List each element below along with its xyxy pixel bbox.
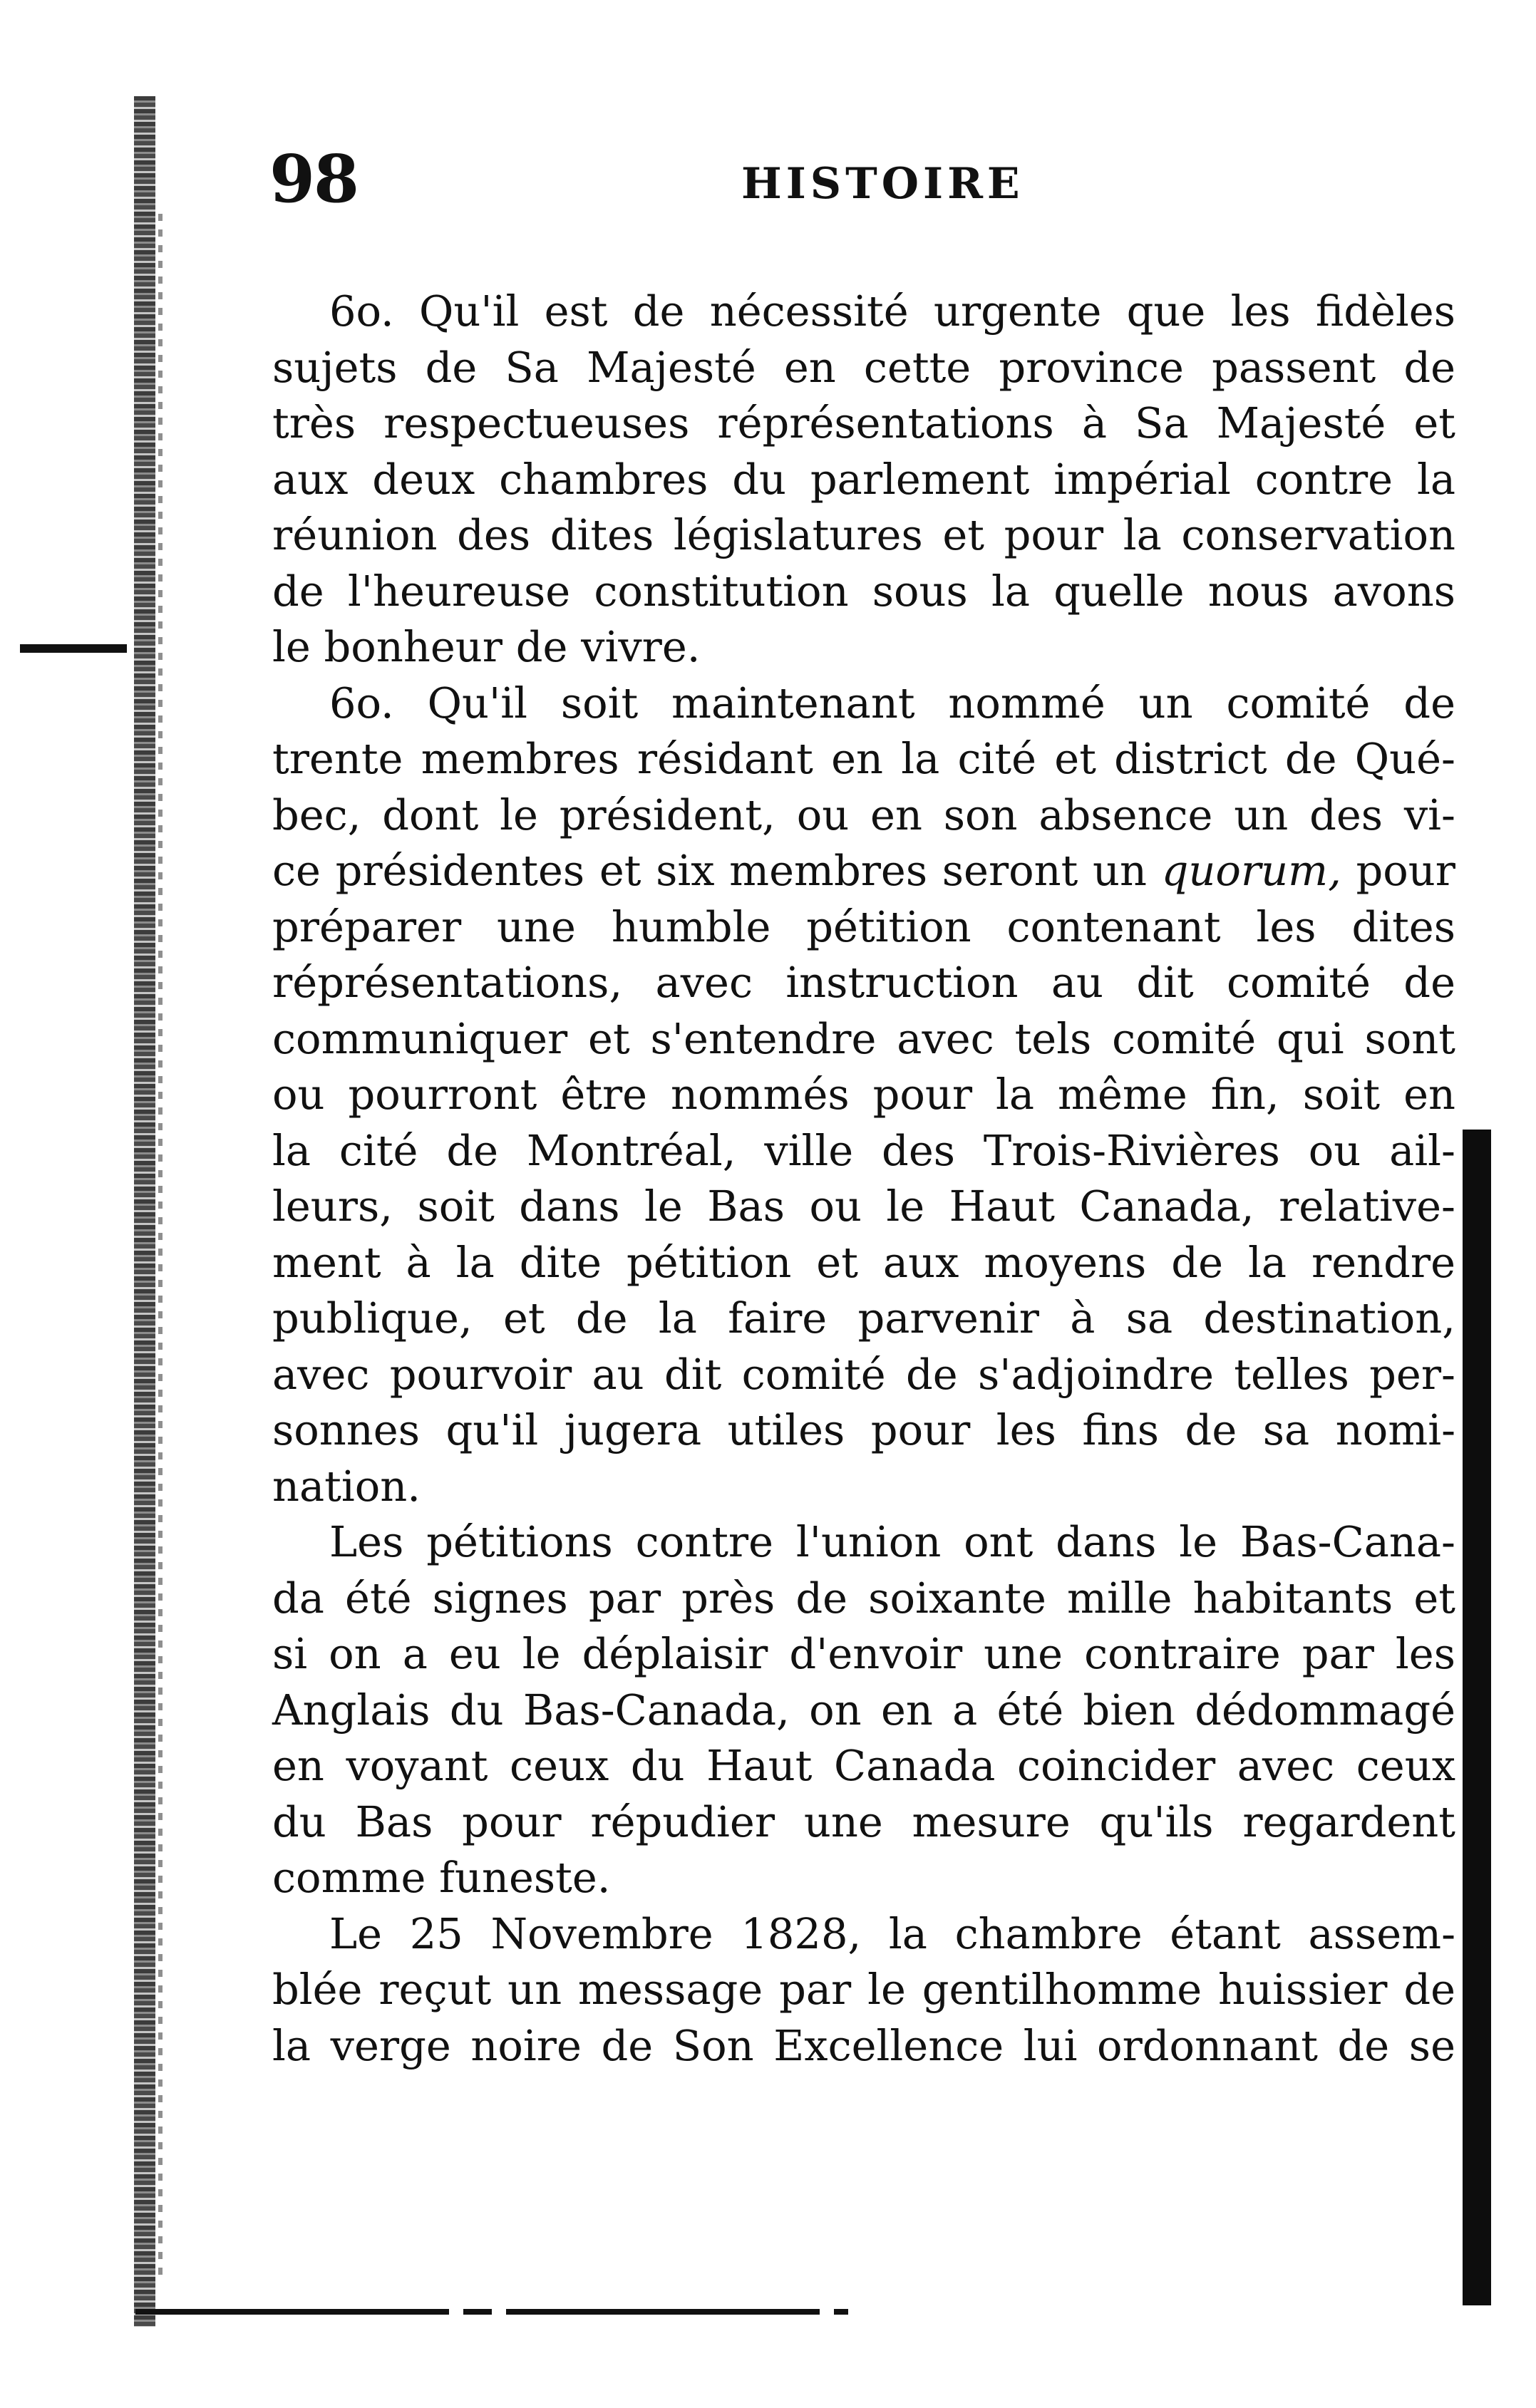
text-line: 6o. Qu'il soit maintenant nommé un comité de bbox=[329, 678, 1455, 728]
text-line: Les pétitions contre l'union ont dans le Bas-Cana- bbox=[329, 1517, 1455, 1566]
text-line: réprésentations, avec instruction au dit comité de bbox=[272, 958, 1455, 1007]
scan-right-edge-bar bbox=[1463, 1130, 1491, 2305]
text-segment: ce présidentes et six membres seront un bbox=[272, 846, 1148, 895]
text-line: aux deux chambres du parlement impérial contre la bbox=[272, 454, 1455, 504]
text-line: da été signes par près de soixante mille habitants et bbox=[272, 1573, 1455, 1623]
text-line: leurs, soit dans le Bas ou le Haut Canada, relative- bbox=[272, 1182, 1455, 1231]
text-line: trente membres résidant en la cité et district de Qué- bbox=[272, 734, 1455, 783]
text-line: préparer une humble pétition contenant les dites bbox=[272, 901, 1455, 951]
text-line: publique, et de la faire parvenir à sa destination, bbox=[272, 1293, 1455, 1343]
text-line: ou pourront être nommés pour la même fin, soit en bbox=[272, 1070, 1455, 1119]
text-line: Anglais du Bas-Canada, on en a été bien dédommagé bbox=[272, 1685, 1455, 1735]
running-head: HISTOIRE bbox=[741, 159, 1024, 209]
text-line: très respectueuses réprésentations à Sa Majesté et bbox=[272, 398, 1455, 448]
text-line: Le 25 Novembre 1828, la chambre étant assem- bbox=[329, 1908, 1455, 1958]
scan-bottom-rule bbox=[135, 2309, 848, 2315]
text-line: si on a eu le déplaisir d'envoir une contraire par les bbox=[272, 1629, 1455, 1678]
scan-binding-edge bbox=[134, 96, 155, 2327]
text-line: 6o. Qu'il est de nécessité urgente que les fidèles bbox=[329, 286, 1455, 336]
text-line: la verge noire de Son Excellence lui ordonnant de se bbox=[272, 2020, 1455, 2070]
scan-margin-mark bbox=[20, 644, 127, 653]
text-line: sonnes qu'il jugera utiles pour les fins de sa nomi- bbox=[272, 1405, 1455, 1454]
text-line: communiquer et s'entendre avec tels comité qui sont bbox=[272, 1013, 1455, 1063]
text-line: réunion des dites législatures et pour la conservation bbox=[272, 510, 1455, 559]
scan-binding-shadow bbox=[158, 214, 163, 2280]
text-segment: pour bbox=[1356, 846, 1455, 895]
text-line: de l'heureuse constitution sous la quelle nous avons bbox=[272, 566, 1455, 616]
text-line: le bonheur de vivre. bbox=[272, 622, 701, 671]
text-line: sujets de Sa Majesté en cette province passent de bbox=[272, 342, 1455, 392]
text-line: la cité de Montréal, ville des Trois-Rivières ou ail- bbox=[272, 1125, 1455, 1175]
page-number: 98 bbox=[269, 140, 359, 217]
text-line: avec pourvoir au dit comité de s'adjoindre telles per- bbox=[272, 1349, 1455, 1399]
text-line: nation. bbox=[272, 1461, 421, 1511]
text-line: blée reçut un message par le gentilhomme huissier de bbox=[272, 1965, 1455, 2014]
italic-word-quorum: quorum, bbox=[1161, 846, 1341, 895]
text-line: du Bas pour répudier une mesure qu'ils regardent bbox=[272, 1797, 1455, 1846]
text-line: ment à la dite pétition et aux moyens de la rendre bbox=[272, 1237, 1455, 1287]
body-text bbox=[272, 284, 1455, 2074]
text-line: comme funeste. bbox=[272, 1853, 611, 1902]
text-line-with-italic bbox=[272, 843, 1455, 899]
text-line: en voyant ceux du Haut Canada coincider avec ceux bbox=[272, 1741, 1455, 1790]
text-line: bec, dont le président, ou en son absence un des vi- bbox=[272, 790, 1455, 839]
